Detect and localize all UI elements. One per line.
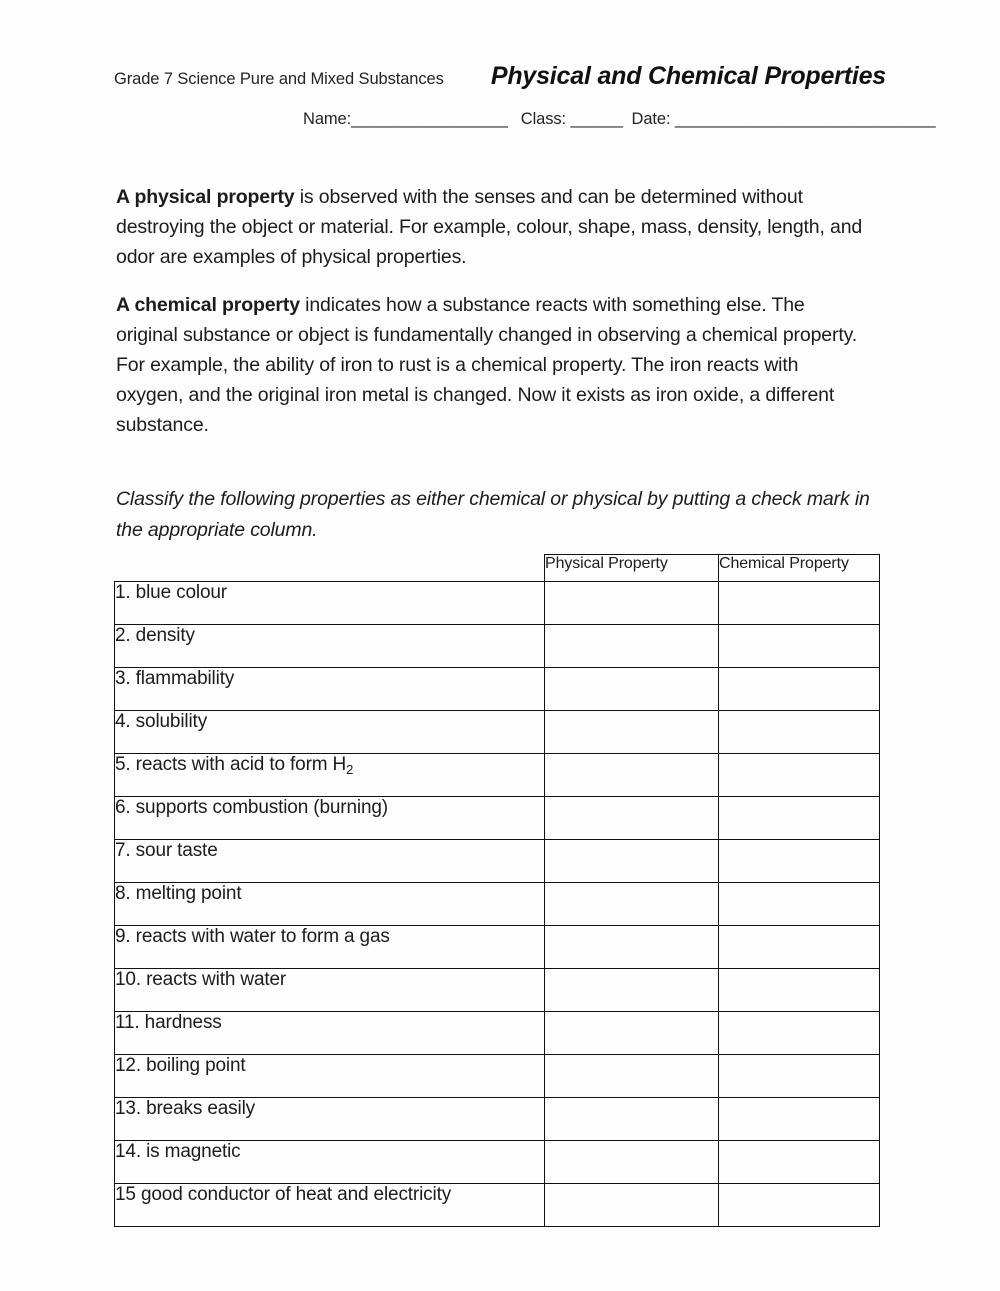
physical-property-checkbox-cell[interactable] (545, 711, 719, 754)
property-label-cell: 11. hardness (115, 1012, 545, 1055)
definitions-block (116, 182, 868, 458)
table-row (115, 668, 880, 711)
property-label-cell: 2. density (115, 625, 545, 668)
chemical-property-checkbox-cell[interactable] (719, 969, 880, 1012)
property-label-cell: 7. sour taste (115, 840, 545, 883)
activity-instruction: Classify the following properties as either chemical or physical by putting a check mark in the appropriate column. (116, 488, 870, 541)
class-label: Class: (520, 110, 566, 128)
property-label-cell: 8. melting point (115, 883, 545, 926)
table-row (115, 1055, 880, 1098)
physical-property-checkbox-cell[interactable] (545, 1184, 719, 1227)
physical-property-checkbox-cell[interactable] (545, 797, 719, 840)
physical-property-checkbox-cell[interactable] (545, 1141, 719, 1184)
chemical-property-checkbox-cell[interactable] (719, 1184, 880, 1227)
table-row (115, 711, 880, 754)
chemical-property-paragraph (116, 290, 868, 440)
property-label-cell: 4. solubility (115, 711, 545, 754)
table-body (115, 582, 880, 1227)
table-row (115, 1141, 880, 1184)
table-row (115, 625, 880, 668)
chemical-property-term: A chemical property (116, 294, 300, 316)
property-label-cell: 13. breaks easily (115, 1098, 545, 1141)
chemical-property-checkbox-cell[interactable] (719, 754, 880, 797)
classification-table (114, 554, 880, 1227)
date-field-blank[interactable]: ______________________________ (674, 110, 936, 128)
physical-property-checkbox-cell[interactable] (545, 969, 719, 1012)
table-row (115, 883, 880, 926)
table-row (115, 754, 880, 797)
class-field-blank[interactable]: ______ (570, 110, 623, 128)
name-label: Name: (303, 110, 352, 128)
table-row (115, 582, 880, 625)
chemical-property-checkbox-cell[interactable] (719, 797, 880, 840)
physical-property-text: is observed with the senses and can be determined without destroying the object or material. For example, colour, shape, mass, density, length, and odor are examples of physical properties. (116, 186, 863, 268)
name-field-blank[interactable]: __________________ (351, 110, 508, 128)
table-row (115, 797, 880, 840)
physical-property-checkbox-cell[interactable] (545, 1012, 719, 1055)
chemical-property-text: indicates how a substance reacts with something else. The original substance or object is fundamentally changed in observing a chemical property. For example, the ability of iron to rust is a chemical property. The iron reacts with oxygen, and the original iron metal is changed. Now it exists as iron oxide, a different substance. (116, 294, 858, 436)
table-row (115, 1012, 880, 1055)
property-label-cell: 6. supports combustion (burning) (115, 797, 545, 840)
property-label-cell: 5. reacts with acid to form $H_2$ (115, 754, 545, 797)
chemical-property-checkbox-cell[interactable] (719, 582, 880, 625)
date-label: Date: (631, 110, 671, 128)
chemical-property-checkbox-cell[interactable] (719, 840, 880, 883)
physical-property-checkbox-cell[interactable] (545, 840, 719, 883)
table-header-blank (115, 555, 545, 582)
physical-property-checkbox-cell[interactable] (545, 668, 719, 711)
physical-property-checkbox-cell[interactable] (545, 1055, 719, 1098)
property-label-cell: 14. is magnetic (115, 1141, 545, 1184)
physical-property-checkbox-cell[interactable] (545, 883, 719, 926)
table-row (115, 840, 880, 883)
table-row (115, 1098, 880, 1141)
table-header-chemical: Chemical Property (719, 555, 880, 582)
physical-property-paragraph (116, 182, 868, 272)
physical-property-checkbox-cell[interactable] (545, 754, 719, 797)
chemical-property-checkbox-cell[interactable] (719, 1141, 880, 1184)
chemical-property-checkbox-cell[interactable] (719, 625, 880, 668)
student-info-line (303, 110, 936, 129)
property-label-cell: 1. blue colour (115, 582, 545, 625)
property-label-cell: 15 good conductor of heat and electricity (115, 1184, 545, 1227)
document-header (114, 62, 886, 91)
chemical-property-checkbox-cell[interactable] (719, 1098, 880, 1141)
property-label-cell: 10. reacts with water (115, 969, 545, 1012)
course-subtitle: Grade 7 Science Pure and Mixed Substances (114, 70, 444, 88)
property-label-cell: 12. boiling point (115, 1055, 545, 1098)
table-row (115, 969, 880, 1012)
physical-property-checkbox-cell[interactable] (545, 1098, 719, 1141)
table-row (115, 926, 880, 969)
physical-property-checkbox-cell[interactable] (545, 625, 719, 668)
property-label-cell: 9. reacts with water to form a gas (115, 926, 545, 969)
table-header-physical: Physical Property (545, 555, 719, 582)
physical-property-checkbox-cell[interactable] (545, 926, 719, 969)
chemical-property-checkbox-cell[interactable] (719, 668, 880, 711)
chemical-property-checkbox-cell[interactable] (719, 926, 880, 969)
chemical-property-checkbox-cell[interactable] (719, 883, 880, 926)
page-title: Physical and Chemical Properties (490, 62, 886, 90)
table-row (115, 1184, 880, 1227)
table-header-row (115, 555, 880, 582)
chemical-property-checkbox-cell[interactable] (719, 711, 880, 754)
chemical-property-checkbox-cell[interactable] (719, 1012, 880, 1055)
physical-property-term: A physical property (116, 186, 295, 208)
chemical-subscript: 2 (346, 762, 354, 777)
chemical-property-checkbox-cell[interactable] (719, 1055, 880, 1098)
property-label-cell: 3. flammability (115, 668, 545, 711)
physical-property-checkbox-cell[interactable] (545, 582, 719, 625)
